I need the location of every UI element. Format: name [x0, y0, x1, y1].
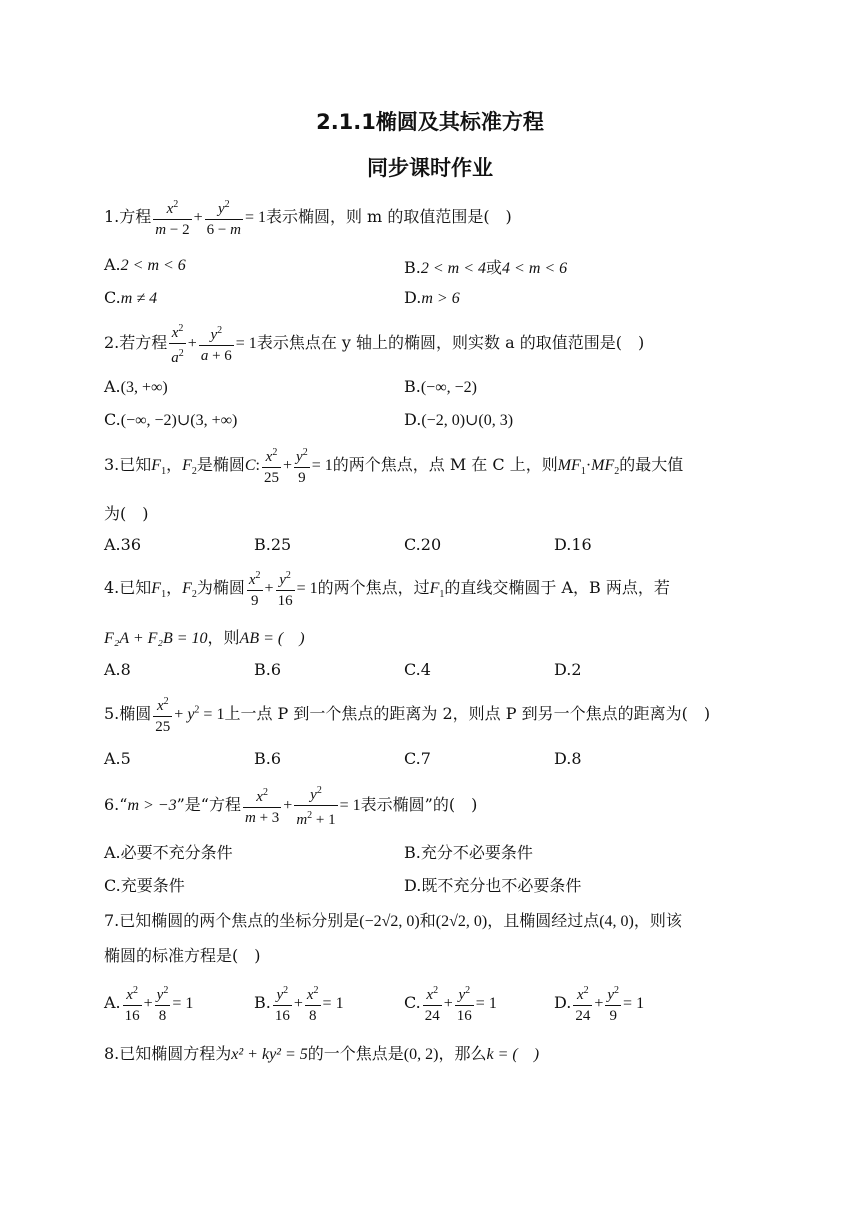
option-a: A.8 [104, 660, 131, 679]
fraction: $\frac{y^2}{9}$ [294, 444, 310, 487]
option-d: D.8 [554, 749, 582, 768]
question-3-line-2: 为( ) [104, 504, 149, 523]
option-d: D.(−2, 0)∪(0, 3) [404, 410, 514, 429]
question-3: 3.已知$F_1$，$F_2$是椭圆C: $\frac{x^2}{25}$ + $\frac{y^2}{9}$ = 1的两个焦点，点 M 在 C 上，则$MF_1\cdot MF_2$的最大值 [104, 444, 683, 487]
option-d: D.m > 6 [404, 288, 460, 307]
page-subtitle: 同步课时作业 [367, 156, 493, 180]
fraction: $\frac{x^2}{25}$ [153, 693, 172, 736]
option-d: D.2 [554, 660, 582, 679]
option-a: A. $\frac{x^2}{16}$ + $\frac{y^2}{8}$ = 1 [104, 982, 193, 1025]
fraction: $\frac{y^2}{6 - m}$ [205, 196, 243, 239]
question-7-line-2: 椭圆的标准方程是( ) [104, 946, 261, 965]
option-d: D.既不充分也不必要条件 [404, 876, 582, 895]
fraction: $\frac{x^2}{m + 3}$ [243, 784, 281, 827]
question-2: 2.若方程 $\frac{x^2}{a^2}$ + $\frac{y^2}{a + 6}$ = 1表示焦点在 y 轴上的椭圆，则实数 a 的取值范围是( ) [104, 320, 644, 367]
option-c: C.20 [404, 535, 442, 554]
option-c: C.(−∞, −2)∪(3, +∞) [104, 410, 238, 429]
option-d: D. $\frac{x^2}{24}$ + $\frac{y^2}{9}$ = 1 [554, 982, 644, 1025]
option-c: C.4 [404, 660, 431, 679]
question-8: 8.已知椭圆方程为x² + ky² = 5的一个焦点是(0, 2)，那么k = ( ) [104, 1044, 540, 1063]
option-b: B.充分不必要条件 [404, 843, 533, 862]
option-b: B.25 [254, 535, 292, 554]
page-title: 2.1.1椭圆及其标准方程 [316, 110, 544, 134]
question-4-line-2: F₂A + F₂B = 10，则AB = ( ) [104, 628, 305, 647]
fraction: $\frac{y^2}{m^2 + 1}$ [294, 782, 337, 829]
fraction: $\frac{y^2}{a + 6}$ [199, 322, 234, 365]
option-a: A.5 [104, 749, 131, 768]
question-7: 7.已知椭圆的两个焦点的坐标分别是(−2√2, 0)和(2√2, 0)，且椭圆经过点(4, 0)，则该 [104, 911, 682, 930]
option-b: B.(−∞, −2) [404, 377, 477, 396]
option-a: A.2 < m < 6 [104, 255, 186, 274]
option-b: B. $\frac{y^2}{16}$ + $\frac{x^2}{8}$ = 1 [254, 982, 344, 1025]
option-b: B.2 < m < 4或4 < m < 6 [404, 258, 568, 277]
option-a: A.36 [104, 535, 141, 554]
option-a: A.必要不充分条件 [104, 843, 233, 862]
fraction: $\frac{x^2}{a^2}$ [169, 320, 186, 367]
option-b: B.6 [254, 749, 282, 768]
fraction: $\frac{x^2}{25}$ [262, 444, 281, 487]
option-a: A.(3, +∞) [104, 377, 168, 396]
option-c: C.7 [404, 749, 431, 768]
fraction: $\frac{x^2}{9}$ [247, 567, 263, 610]
question-5: 5.椭圆 $\frac{x^2}{25}$ + $y^2 = 1$上一点 P 到一个焦点的距离为 2，则点 P 到另一个焦点的距离为( ) [104, 693, 710, 736]
option-c: C.m ≠ 4 [104, 288, 158, 307]
option-b: B.6 [254, 660, 282, 679]
question-1: 1.方程 $\frac{x^2}{m - 2}$ + $\frac{y^2}{6 - m}$ = 1表示椭圆，则 m 的取值范围是( ) [104, 196, 512, 239]
question-6: 6.“m > −3”是“方程 $\frac{x^2}{m + 3}$ + $\frac{y^2}{m^2 + 1}$ = 1表示椭圆”的( ) [104, 782, 477, 829]
fraction: $\frac{y^2}{16}$ [276, 567, 295, 610]
question-4: 4.已知$F_1$，$F_2$为椭圆 $\frac{x^2}{9}$ + $\frac{y^2}{16}$ = 1的两个焦点，过$F_1$的直线交椭圆于 A，B 两点，若 [104, 567, 670, 610]
option-c: C. $\frac{x^2}{24}$ + $\frac{y^2}{16}$ = 1 [404, 982, 497, 1025]
option-d: D.16 [554, 535, 592, 554]
option-c: C.充要条件 [104, 876, 185, 895]
fraction: $\frac{x^2}{m - 2}$ [153, 196, 191, 239]
